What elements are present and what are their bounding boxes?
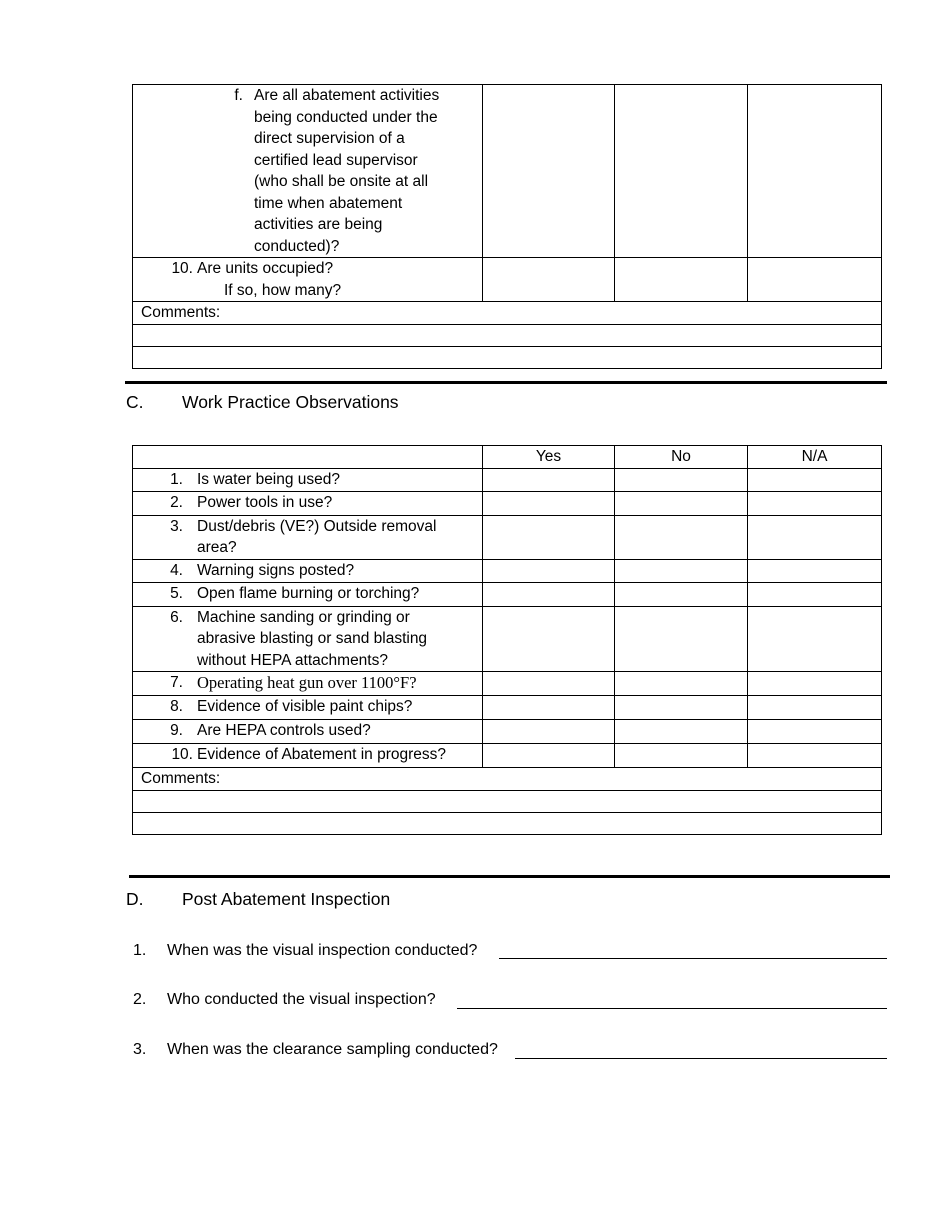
question-line: Evidence of visible paint chips? [197, 698, 413, 715]
question-line: conducted)? [254, 237, 340, 255]
yes-cell[interactable] [483, 258, 615, 302]
question-line: without HEPA attachments? [197, 651, 388, 669]
no-cell[interactable] [615, 744, 748, 768]
yes-cell[interactable] [483, 672, 615, 696]
table-row [133, 672, 882, 696]
no-cell[interactable] [615, 559, 748, 582]
na-cell[interactable] [748, 491, 882, 515]
table-row [133, 85, 882, 258]
no-cell[interactable] [615, 696, 748, 720]
yes-cell[interactable] [483, 582, 615, 606]
question-line: Are HEPA controls used? [197, 722, 371, 739]
answer-line[interactable] [457, 1008, 887, 1009]
question-cell [133, 515, 483, 559]
table-row [133, 491, 882, 515]
section-title: Post Abatement Inspection [182, 889, 391, 909]
table-row [133, 515, 882, 559]
na-cell[interactable] [748, 696, 882, 720]
no-cell[interactable] [615, 606, 748, 672]
question-text: When was the visual inspection conducted? [167, 942, 478, 959]
comments-row [133, 302, 882, 325]
question-number: 1. [133, 942, 147, 959]
table-row [133, 468, 882, 491]
no-cell[interactable] [615, 582, 748, 606]
question-line: abrasive blasting or sand blasting [197, 630, 428, 647]
answer-line[interactable] [499, 958, 887, 959]
section-c-heading [126, 392, 399, 413]
yes-cell[interactable] [483, 515, 615, 559]
item-number: 10. [171, 746, 193, 763]
no-cell[interactable] [615, 515, 748, 559]
item-number: 5. [170, 584, 183, 602]
na-cell[interactable] [748, 720, 882, 744]
table-row [133, 606, 882, 672]
question-line: Evidence of Abatement in progress? [197, 746, 447, 763]
comment-line[interactable] [133, 346, 882, 368]
no-cell[interactable] [615, 85, 748, 258]
question-row [133, 1041, 498, 1059]
section-divider [129, 875, 890, 878]
yes-cell[interactable] [483, 720, 615, 744]
item-number: 8. [170, 698, 183, 715]
question-line: being conducted under the [254, 108, 438, 126]
no-cell[interactable] [615, 720, 748, 744]
table-row [133, 696, 882, 720]
question-number: 3. [133, 1041, 147, 1058]
na-cell[interactable] [748, 559, 882, 582]
yes-cell[interactable] [483, 744, 615, 768]
answer-line[interactable] [515, 1058, 887, 1059]
item-number: 3. [170, 517, 183, 535]
question-line: Operating heat gun over 1100°F? [197, 673, 417, 692]
question-line: Open flame burning or torching? [197, 584, 420, 602]
no-cell[interactable] [615, 258, 748, 302]
question-line: Are all abatement activities [254, 87, 440, 104]
question-cell [133, 696, 483, 720]
yes-cell[interactable] [483, 696, 615, 720]
section-letter: C. [126, 392, 144, 412]
yes-cell[interactable] [483, 606, 615, 672]
question-line: certified lead supervisor [254, 151, 418, 169]
question-line: time when abatement [254, 194, 403, 212]
question-row [133, 942, 478, 960]
question-row [133, 991, 436, 1009]
header-row [133, 446, 882, 469]
question-line: Warning signs posted? [197, 561, 355, 579]
question-cell [133, 468, 483, 491]
question-line: If so, how many? [224, 281, 342, 299]
na-cell[interactable] [748, 515, 882, 559]
question-cell [133, 606, 483, 672]
question-line: Is water being used? [197, 470, 341, 488]
na-cell[interactable] [748, 85, 882, 258]
table-row [133, 559, 882, 582]
no-cell[interactable] [615, 468, 748, 491]
question-text: When was the clearance sampling conducted? [167, 1041, 498, 1058]
top-checklist-table [132, 84, 882, 369]
item-marker: 10. [171, 260, 193, 277]
yes-cell[interactable] [483, 491, 615, 515]
comments-row [133, 768, 882, 791]
section-divider [125, 381, 887, 384]
na-cell[interactable] [748, 468, 882, 491]
item-marker: f. [234, 87, 243, 104]
question-line: Dust/debris (VE?) Outside removal [197, 517, 437, 535]
table-row [133, 258, 882, 302]
no-cell[interactable] [615, 672, 748, 696]
question-cell [133, 672, 483, 696]
work-practice-table [132, 445, 882, 835]
column-header-no: No [615, 446, 748, 469]
column-header-na: N/A [748, 446, 882, 469]
question-cell [133, 720, 483, 744]
section-title: Work Practice Observations [182, 392, 399, 412]
na-cell[interactable] [748, 606, 882, 672]
table-row [133, 744, 882, 768]
no-cell[interactable] [615, 491, 748, 515]
yes-cell[interactable] [483, 468, 615, 491]
yes-cell[interactable] [483, 559, 615, 582]
na-cell[interactable] [748, 672, 882, 696]
comment-line[interactable] [133, 812, 882, 834]
question-number: 2. [133, 991, 147, 1008]
item-number: 7. [170, 674, 183, 691]
na-cell[interactable] [748, 744, 882, 768]
question-line: area? [197, 539, 237, 556]
comments-label: Comments: [133, 302, 882, 325]
question-line: Power tools in use? [197, 493, 333, 511]
question-line: direct supervision of a [254, 130, 405, 147]
question-text: Who conducted the visual inspection? [167, 991, 436, 1008]
comment-line[interactable] [133, 790, 882, 812]
question-line: (who shall be onsite at all [254, 173, 429, 190]
section-d-heading [126, 889, 391, 910]
na-cell[interactable] [748, 258, 882, 302]
item-number: 6. [170, 608, 183, 626]
item-number: 9. [170, 722, 183, 739]
na-cell[interactable] [748, 582, 882, 606]
question-cell [133, 491, 483, 515]
question-line: Machine sanding or grinding or [197, 608, 410, 626]
question-cell [133, 582, 483, 606]
table-row [133, 582, 882, 606]
item-number: 2. [170, 493, 183, 511]
table-row [133, 720, 882, 744]
comment-line[interactable] [133, 324, 882, 346]
question-cell [133, 559, 483, 582]
yes-cell[interactable] [483, 85, 615, 258]
question-line: activities are being [254, 216, 383, 233]
question-line: Are units occupied? [197, 260, 334, 277]
question-cell [133, 85, 483, 258]
column-header-yes: Yes [483, 446, 615, 469]
item-number: 1. [170, 470, 183, 488]
section-letter: D. [126, 889, 144, 909]
question-cell [133, 744, 483, 768]
comments-label: Comments: [133, 768, 882, 791]
item-number: 4. [170, 561, 183, 579]
question-cell [133, 258, 483, 302]
